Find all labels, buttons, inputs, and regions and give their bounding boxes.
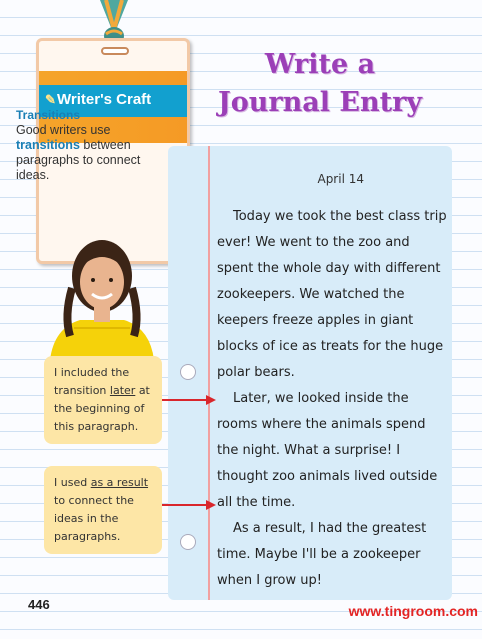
journal-paragraph: Today we took the best class trip ever! We went to the zoo and spent the whole day with different zookeepers. We watched the keepers freeze apples in giant blocks of ice as treats for the huge polar bears. (217, 209, 447, 380)
journal-paragraph: Later, we looked inside the rooms where the animals spend the night. What a surprise! I thought zoo animals lived outside all the time. (217, 391, 438, 510)
margin-line (208, 146, 210, 600)
card-body (16, 108, 144, 183)
journal-text (217, 204, 449, 594)
card-text-before: Good writers use (16, 123, 111, 137)
page-title (198, 46, 442, 122)
arrow-icon (162, 500, 216, 510)
note-keyword: later (109, 384, 136, 397)
note-keyword: as a result (90, 476, 149, 489)
footer-url[interactable]: www.tingroom.com (348, 603, 478, 619)
title-line-1: Write a (264, 49, 376, 80)
annotation-note (44, 356, 162, 444)
card-hole (101, 47, 129, 55)
journal-date: April 14 (317, 172, 364, 186)
note-text-before: I used (54, 476, 88, 489)
card-text-after: between paragraphs to connect ideas. (16, 138, 141, 182)
journal-paragraph: As a result, I had the greatest time. Maybe I'll be a zookeeper when I grow up! (217, 521, 427, 588)
page-number: 446 (28, 597, 50, 612)
binder-hole (180, 534, 196, 550)
pencil-icon: ✎ (45, 92, 56, 107)
note-text-after: to connect the ideas in the paragraphs. (54, 494, 134, 543)
card-title: Writer's Craft (57, 91, 152, 108)
card-label: Transitions (16, 108, 81, 122)
note-text-before: I included the transition (54, 366, 130, 397)
annotation-note (44, 466, 162, 554)
title-line-2: Journal Entry (217, 87, 423, 118)
arrow-icon (162, 395, 216, 405)
card-keyword: transitions (16, 138, 80, 152)
student-illustration (40, 228, 164, 360)
binder-hole (180, 364, 196, 380)
note-text-after: at the beginning of this paragraph. (54, 384, 150, 433)
